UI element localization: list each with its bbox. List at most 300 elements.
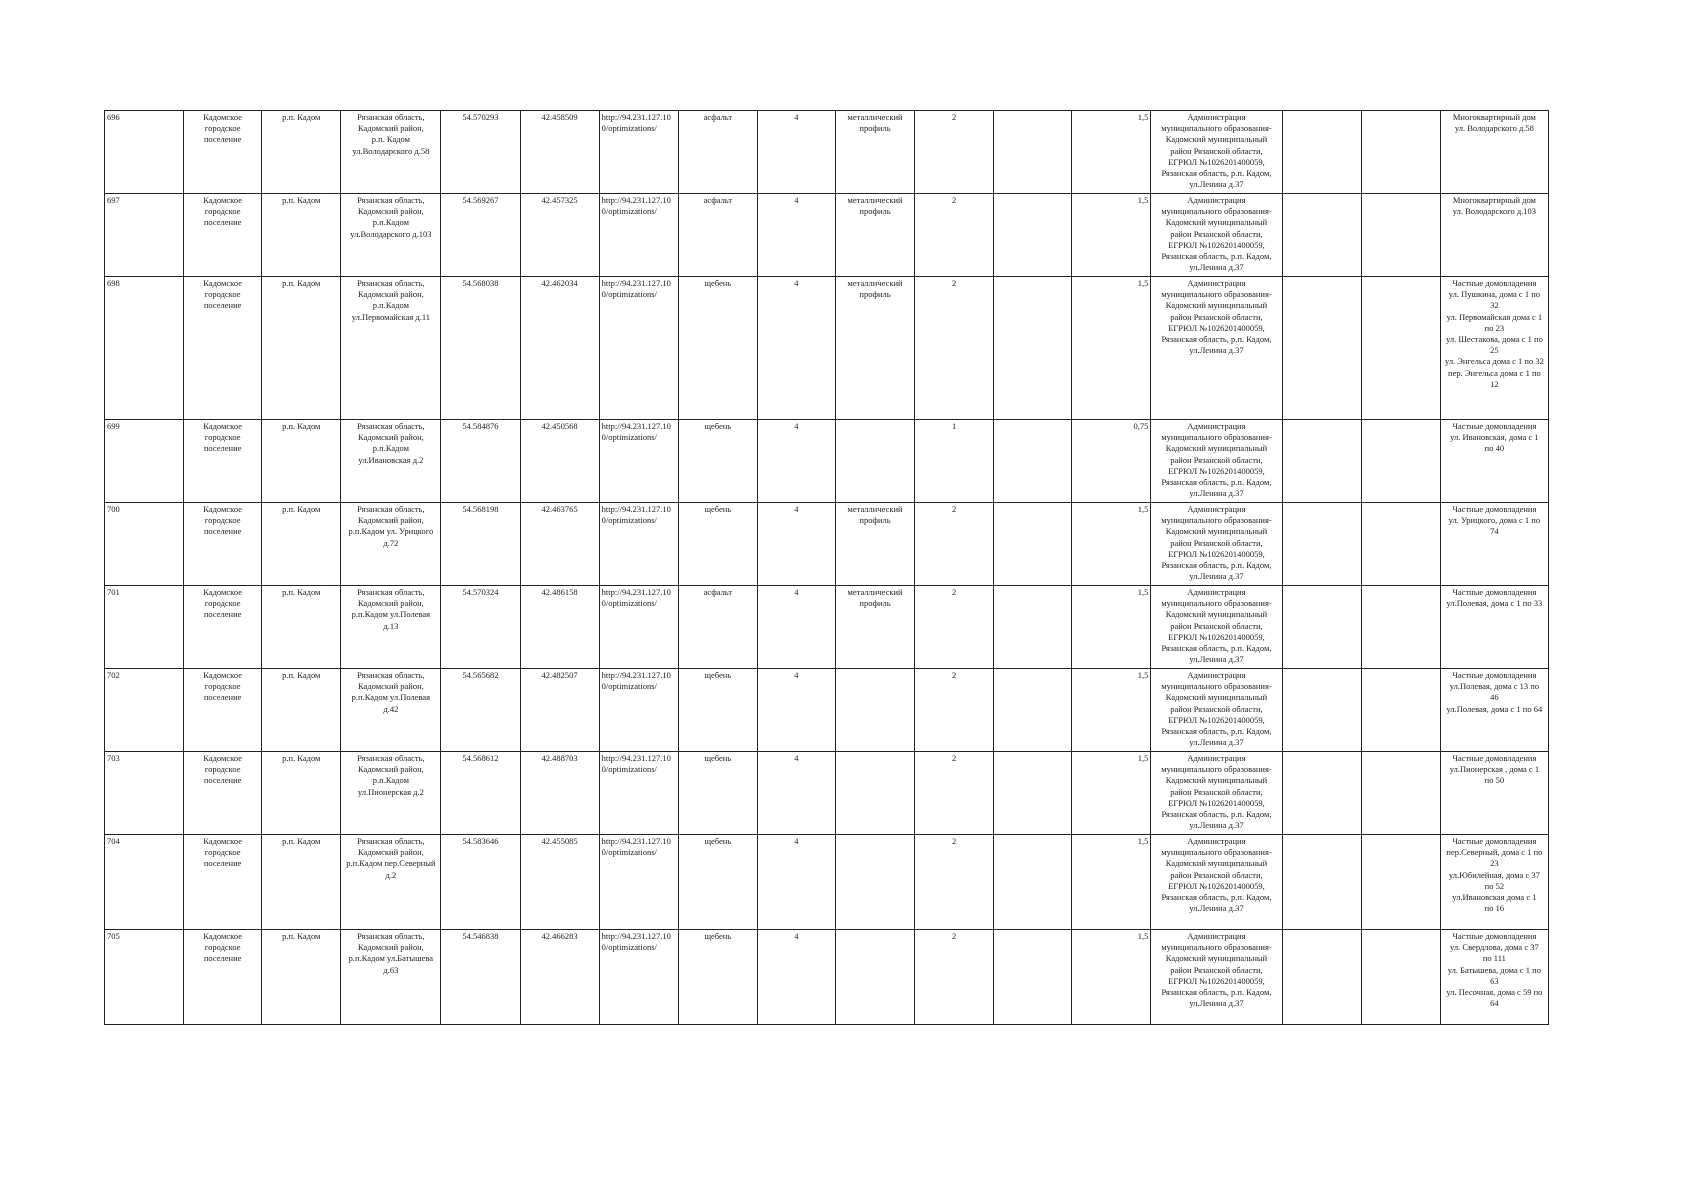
url-line: http://94.231.127.10 bbox=[601, 504, 671, 514]
settlement-line: Кадомское bbox=[203, 931, 243, 941]
latitude-cell: 54.546838 bbox=[441, 930, 520, 1025]
volume-cell: 1,5 bbox=[1072, 930, 1151, 1025]
owner-line: район Рязанской области, bbox=[1170, 228, 1263, 239]
waste-sources-line: Частные домовладения bbox=[1452, 931, 1537, 941]
waste-sources-cell bbox=[1440, 930, 1548, 1025]
empty-cell bbox=[1361, 420, 1440, 503]
waste-sources-line: по 23 bbox=[1484, 322, 1505, 333]
owner-line: ЕГРЮЛ №1026201400059, bbox=[1168, 548, 1265, 559]
owner-cell bbox=[1151, 669, 1282, 752]
locality-cell: р.п. Кадом bbox=[262, 503, 341, 586]
fence-cell bbox=[835, 586, 914, 669]
containers-count-cell: 2 bbox=[915, 277, 994, 420]
row-number-cell: 705 bbox=[105, 930, 184, 1025]
settlement-cell bbox=[184, 669, 262, 752]
address-line: Кадомский район, bbox=[358, 432, 424, 443]
area-cell: 4 bbox=[757, 194, 835, 277]
waste-sources-line: по 111 bbox=[1482, 953, 1506, 964]
address-line: д.72 bbox=[383, 537, 399, 548]
longitude-cell: 42.463765 bbox=[520, 503, 599, 586]
area-cell: 4 bbox=[757, 111, 835, 194]
settlement-cell bbox=[184, 930, 262, 1025]
waste-sources-line: 74 bbox=[1490, 526, 1499, 537]
settlement-cell bbox=[184, 835, 262, 930]
url-line: http://94.231.127.10 bbox=[601, 195, 671, 205]
locality-cell: р.п. Кадом bbox=[262, 752, 341, 835]
fence-line: профиль bbox=[859, 206, 891, 217]
owner-line: Администрация bbox=[1187, 504, 1246, 514]
owner-line: Кадомский муниципальный bbox=[1165, 134, 1268, 145]
latitude-cell: 54.568198 bbox=[441, 503, 520, 586]
containers-count-cell: 2 bbox=[915, 752, 994, 835]
longitude-cell: 42.462034 bbox=[520, 277, 599, 420]
containers-count-cell: 2 bbox=[915, 111, 994, 194]
owner-line: ЕГРЮЛ №1026201400059, bbox=[1168, 239, 1265, 250]
owner-line: Администрация bbox=[1187, 195, 1246, 205]
url-line: http://94.231.127.10 bbox=[601, 421, 671, 431]
owner-line: ул.Ленина д.37 bbox=[1189, 179, 1244, 190]
owner-cell bbox=[1151, 503, 1282, 586]
address-line: Рязанская область, bbox=[357, 753, 425, 763]
volume-cell: 1,5 bbox=[1072, 111, 1151, 194]
owner-line: ЕГРЮЛ №1026201400059, bbox=[1168, 714, 1265, 725]
url-line: 0/optimizations/ bbox=[601, 515, 657, 526]
owner-line: район Рязанской области, bbox=[1170, 537, 1263, 548]
settlement-line: городское bbox=[204, 764, 241, 775]
waste-sources-line: 64 bbox=[1490, 998, 1499, 1009]
volume-cell: 1,5 bbox=[1072, 503, 1151, 586]
waste-sources-line: пер.Северный, дома с 1 по bbox=[1446, 847, 1543, 858]
surface-cell: асфальт bbox=[678, 194, 757, 277]
area-cell: 4 bbox=[757, 835, 835, 930]
owner-line: муниципального образования- bbox=[1161, 432, 1272, 443]
waste-sources-line: 23 bbox=[1490, 858, 1499, 869]
empty-cell bbox=[994, 111, 1072, 194]
waste-sources-cell bbox=[1440, 420, 1548, 503]
waste-sources-line: ул.Ивановская дома с 1 bbox=[1452, 892, 1537, 903]
settlement-line: поселение bbox=[203, 526, 242, 537]
url-cell bbox=[599, 194, 678, 277]
address-line: Кадомский район, bbox=[358, 847, 424, 858]
latitude-cell: 54.583646 bbox=[441, 835, 520, 930]
owner-cell bbox=[1151, 420, 1282, 503]
address-line: д.63 bbox=[383, 964, 399, 975]
latitude-cell: 54.570324 bbox=[441, 586, 520, 669]
owner-line: ул.Ленина д.37 bbox=[1189, 654, 1244, 665]
address-line: д.13 bbox=[383, 620, 399, 631]
owner-line: Кадомский муниципальный bbox=[1165, 217, 1268, 228]
owner-line: Рязанская область, р.п. Кадом, bbox=[1161, 643, 1272, 654]
empty-cell bbox=[994, 420, 1072, 503]
waste-sources-cell bbox=[1440, 277, 1548, 420]
longitude-cell: 42.466283 bbox=[520, 930, 599, 1025]
address-line: Рязанская область, bbox=[357, 112, 425, 122]
owner-line: Рязанская область, р.п. Кадом, bbox=[1161, 892, 1272, 903]
owner-line: ЕГРЮЛ №1026201400059, bbox=[1168, 465, 1265, 476]
url-cell bbox=[599, 420, 678, 503]
waste-sources-line: ул.Юбилейная, дома с 37 bbox=[1448, 869, 1540, 880]
owner-line: район Рязанской области, bbox=[1170, 703, 1263, 714]
waste-sources-line: ул. Энгельса дома с 1 по 32 bbox=[1444, 356, 1544, 367]
owner-line: Рязанская область, р.п. Кадом, bbox=[1161, 987, 1272, 998]
address-line: ул.Первомайская д.11 bbox=[351, 311, 431, 322]
settlement-line: поселение bbox=[203, 692, 242, 703]
area-cell: 4 bbox=[757, 503, 835, 586]
locality-cell: р.п. Кадом bbox=[262, 111, 341, 194]
owner-line: Рязанская область, р.п. Кадом, bbox=[1161, 168, 1272, 179]
settlement-line: городское bbox=[204, 942, 241, 953]
area-cell: 4 bbox=[757, 930, 835, 1025]
address-line: Кадомский район, bbox=[358, 289, 424, 300]
waste-sources-line: Частные домовладения bbox=[1452, 836, 1537, 846]
waste-sources-line: ул.Полевая, дома с 13 по bbox=[1449, 681, 1540, 692]
surface-cell: щебень bbox=[678, 277, 757, 420]
address-line: Кадомский район, bbox=[358, 598, 424, 609]
fence-cell bbox=[835, 669, 914, 752]
empty-cell bbox=[1361, 752, 1440, 835]
settlement-line: Кадомское bbox=[203, 836, 243, 846]
url-line: 0/optimizations/ bbox=[601, 764, 657, 775]
waste-sources-line: ул. Батышева, дома с 1 по bbox=[1447, 964, 1541, 975]
fence-line: профиль bbox=[859, 515, 891, 526]
owner-line: ул.Ленина д.37 bbox=[1189, 737, 1244, 748]
settlement-line: поселение bbox=[203, 858, 242, 869]
waste-sources-cell bbox=[1440, 194, 1548, 277]
owner-line: ул.Ленина д.37 bbox=[1189, 488, 1244, 499]
owner-line: Администрация bbox=[1187, 587, 1246, 597]
owner-line: Рязанская область, р.п. Кадом, bbox=[1161, 560, 1272, 571]
empty-cell bbox=[1282, 111, 1361, 194]
owner-line: Администрация bbox=[1187, 753, 1246, 763]
url-line: http://94.231.127.10 bbox=[601, 753, 671, 763]
waste-sources-line: ул. Пушкина, дома с 1 по bbox=[1448, 289, 1541, 300]
waste-sources-line: ул.Пионерская , дома с 1 bbox=[1449, 764, 1540, 775]
waste-sources-line: по 40 bbox=[1484, 443, 1505, 454]
owner-line: Кадомский муниципальный bbox=[1165, 300, 1268, 311]
owner-cell bbox=[1151, 194, 1282, 277]
settlement-line: Кадомское bbox=[203, 278, 243, 288]
volume-cell: 1,5 bbox=[1072, 669, 1151, 752]
address-cell bbox=[341, 835, 441, 930]
url-line: http://94.231.127.10 bbox=[601, 670, 671, 680]
waste-sources-line: ул. Ивановская, дома с 1 bbox=[1450, 432, 1539, 443]
settlement-cell bbox=[184, 194, 262, 277]
owner-line: район Рязанской области, bbox=[1170, 869, 1263, 880]
owner-line: муниципального образования- bbox=[1161, 847, 1272, 858]
address-line: Рязанская область, bbox=[357, 670, 425, 680]
area-cell: 4 bbox=[757, 277, 835, 420]
empty-cell bbox=[1282, 420, 1361, 503]
empty-cell bbox=[1282, 586, 1361, 669]
waste-sources-cell bbox=[1440, 669, 1548, 752]
row-number-cell: 701 bbox=[105, 586, 184, 669]
locality-cell: р.п. Кадом bbox=[262, 194, 341, 277]
owner-line: ЕГРЮЛ №1026201400059, bbox=[1168, 631, 1265, 642]
surface-cell: щебень bbox=[678, 669, 757, 752]
address-line: Рязанская область, bbox=[357, 931, 425, 941]
empty-cell bbox=[1361, 669, 1440, 752]
owner-cell bbox=[1151, 752, 1282, 835]
waste-sources-cell bbox=[1440, 503, 1548, 586]
settlement-line: поселение bbox=[203, 443, 242, 454]
fence-cell bbox=[835, 420, 914, 503]
address-cell bbox=[341, 586, 441, 669]
url-line: http://94.231.127.10 bbox=[601, 836, 671, 846]
address-line: Кадомский район, bbox=[358, 681, 424, 692]
url-cell bbox=[599, 111, 678, 194]
address-line: ул.Ивановская д.2 bbox=[358, 454, 424, 465]
waste-sources-line: 12 bbox=[1490, 378, 1499, 389]
longitude-cell: 42.455085 bbox=[520, 835, 599, 930]
url-line: 0/optimizations/ bbox=[601, 847, 657, 858]
owner-line: район Рязанской области, bbox=[1170, 454, 1263, 465]
owner-line: ул.Ленина д.37 bbox=[1189, 820, 1244, 831]
address-line: р.п.Кадом пер.Северный bbox=[346, 858, 436, 869]
latitude-cell: 54.568038 bbox=[441, 277, 520, 420]
address-line: р.п.Кадом bbox=[372, 443, 409, 454]
volume-cell: 1,5 bbox=[1072, 194, 1151, 277]
latitude-cell: 54.570293 bbox=[441, 111, 520, 194]
waste-sources-cell bbox=[1440, 586, 1548, 669]
url-line: 0/optimizations/ bbox=[601, 289, 657, 300]
owner-cell bbox=[1151, 277, 1282, 420]
locality-cell: р.п. Кадом bbox=[262, 669, 341, 752]
empty-cell bbox=[1361, 835, 1440, 930]
owner-line: муниципального образования- bbox=[1161, 289, 1272, 300]
waste-sources-line: Многоквартирный дом bbox=[1452, 112, 1536, 122]
owner-line: Рязанская область, р.п. Кадом, bbox=[1161, 334, 1272, 345]
address-line: Кадомский район, bbox=[358, 764, 424, 775]
empty-cell bbox=[1361, 503, 1440, 586]
waste-sources-line: 46 bbox=[1490, 692, 1499, 703]
owner-line: ЕГРЮЛ №1026201400059, bbox=[1168, 975, 1265, 986]
settlement-line: городское bbox=[204, 847, 241, 858]
waste-sources-line: Частные домовладения bbox=[1452, 278, 1537, 288]
waste-sources-line: ул. Урицкого, дома с 1 по bbox=[1448, 515, 1541, 526]
owner-line: Администрация bbox=[1187, 278, 1246, 288]
surface-cell: щебень bbox=[678, 930, 757, 1025]
settlement-line: Кадомское bbox=[203, 112, 243, 122]
settlement-line: Кадомское bbox=[203, 670, 243, 680]
address-line: р.п.Кадом ул. Урицкого bbox=[348, 526, 434, 537]
owner-line: муниципального образования- bbox=[1161, 206, 1272, 217]
owner-line: Кадомский муниципальный bbox=[1165, 443, 1268, 454]
empty-cell bbox=[994, 194, 1072, 277]
table-row bbox=[105, 194, 1549, 277]
owner-line: Администрация bbox=[1187, 112, 1246, 122]
settlement-line: городское bbox=[204, 515, 241, 526]
owner-cell bbox=[1151, 111, 1282, 194]
address-cell bbox=[341, 752, 441, 835]
empty-cell bbox=[1361, 194, 1440, 277]
row-number-cell: 696 bbox=[105, 111, 184, 194]
containers-count-cell: 2 bbox=[915, 194, 994, 277]
address-line: р.п.Кадом ул.Полевая bbox=[351, 692, 431, 703]
address-line: д.42 bbox=[383, 703, 399, 714]
owner-line: район Рязанской области, bbox=[1170, 311, 1263, 322]
owner-line: Администрация bbox=[1187, 931, 1246, 941]
locality-cell: р.п. Кадом bbox=[262, 930, 341, 1025]
longitude-cell: 42.482507 bbox=[520, 669, 599, 752]
url-line: 0/optimizations/ bbox=[601, 681, 657, 692]
url-cell bbox=[599, 752, 678, 835]
settlement-cell bbox=[184, 752, 262, 835]
waste-sources-line: Частные домовладения bbox=[1452, 753, 1537, 763]
owner-line: муниципального образования- bbox=[1161, 764, 1272, 775]
settlement-cell bbox=[184, 277, 262, 420]
owner-line: район Рязанской области, bbox=[1170, 786, 1263, 797]
settlement-line: поселение bbox=[203, 217, 242, 228]
settlement-line: поселение bbox=[203, 953, 242, 964]
table-row bbox=[105, 420, 1549, 503]
settlement-line: Кадомское bbox=[203, 504, 243, 514]
owner-line: ЕГРЮЛ №1026201400059, bbox=[1168, 156, 1265, 167]
address-line: Кадомский район, bbox=[358, 942, 424, 953]
address-line: р.п. Кадом bbox=[371, 134, 411, 145]
longitude-cell: 42.486158 bbox=[520, 586, 599, 669]
registry-table bbox=[104, 110, 1549, 1025]
table-row bbox=[105, 111, 1549, 194]
waste-sources-line: пер. Энгельса дома с 1 по bbox=[1448, 367, 1541, 378]
waste-sources-line: ул. Володарского д.58 bbox=[1454, 123, 1534, 134]
fence-cell bbox=[835, 194, 914, 277]
settlement-line: городское bbox=[204, 681, 241, 692]
url-line: 0/optimizations/ bbox=[601, 598, 657, 609]
settlement-cell bbox=[184, 420, 262, 503]
address-line: Рязанская область, bbox=[357, 504, 425, 514]
owner-line: муниципального образования- bbox=[1161, 515, 1272, 526]
owner-line: муниципального образования- bbox=[1161, 942, 1272, 953]
empty-cell bbox=[994, 586, 1072, 669]
address-line: Рязанская область, bbox=[357, 195, 425, 205]
containers-count-cell: 2 bbox=[915, 835, 994, 930]
settlement-line: городское bbox=[204, 598, 241, 609]
url-cell bbox=[599, 277, 678, 420]
address-line: Кадомский район, bbox=[358, 515, 424, 526]
area-cell: 4 bbox=[757, 752, 835, 835]
volume-cell: 1,5 bbox=[1072, 835, 1151, 930]
address-cell bbox=[341, 277, 441, 420]
waste-sources-line: Частные домовладения bbox=[1452, 587, 1537, 597]
owner-line: Рязанская область, р.п. Кадом, bbox=[1161, 251, 1272, 262]
owner-line: ул.Ленина д.37 bbox=[1189, 998, 1244, 1009]
url-cell bbox=[599, 586, 678, 669]
fence-line: металлический bbox=[847, 112, 903, 122]
empty-cell bbox=[1282, 669, 1361, 752]
latitude-cell: 54.568612 bbox=[441, 752, 520, 835]
address-cell bbox=[341, 420, 441, 503]
fence-line: профиль bbox=[859, 289, 891, 300]
address-cell bbox=[341, 930, 441, 1025]
settlement-line: городское bbox=[204, 432, 241, 443]
fence-cell bbox=[835, 930, 914, 1025]
address-cell bbox=[341, 503, 441, 586]
address-cell bbox=[341, 669, 441, 752]
address-line: р.п.Кадом ул.Батышева bbox=[348, 953, 434, 964]
url-line: 0/optimizations/ bbox=[601, 942, 657, 953]
surface-cell: щебень bbox=[678, 503, 757, 586]
waste-sources-line: 32 bbox=[1490, 300, 1499, 311]
latitude-cell: 54.584876 bbox=[441, 420, 520, 503]
locality-cell: р.п. Кадом bbox=[262, 420, 341, 503]
waste-sources-line: ул. Песочная, дома с 59 по bbox=[1446, 987, 1543, 998]
surface-cell: щебень bbox=[678, 835, 757, 930]
owner-line: район Рязанской области, bbox=[1170, 964, 1263, 975]
locality-cell: р.п. Кадом bbox=[262, 277, 341, 420]
owner-line: ул.Ленина д.37 bbox=[1189, 345, 1244, 356]
address-line: ул.Володарского д.58 bbox=[352, 145, 430, 156]
empty-cell bbox=[994, 930, 1072, 1025]
fence-line: металлический bbox=[847, 504, 903, 514]
owner-line: Кадомский муниципальный bbox=[1165, 526, 1268, 537]
containers-count-cell: 2 bbox=[915, 503, 994, 586]
address-line: р.п.Кадом bbox=[372, 217, 409, 228]
containers-count-cell: 2 bbox=[915, 930, 994, 1025]
settlement-cell bbox=[184, 586, 262, 669]
longitude-cell: 42.457325 bbox=[520, 194, 599, 277]
url-line: 0/optimizations/ bbox=[601, 432, 657, 443]
url-line: 0/optimizations/ bbox=[601, 123, 657, 134]
owner-line: ул.Ленина д.37 bbox=[1189, 903, 1244, 914]
owner-line: Администрация bbox=[1187, 836, 1246, 846]
waste-sources-line: ул. Шестакова, дома с 1 по bbox=[1445, 334, 1543, 345]
table-row bbox=[105, 930, 1549, 1025]
owner-line: Администрация bbox=[1187, 421, 1246, 431]
containers-count-cell: 2 bbox=[915, 669, 994, 752]
url-line: http://94.231.127.10 bbox=[601, 931, 671, 941]
volume-cell: 1,5 bbox=[1072, 752, 1151, 835]
longitude-cell: 42.458509 bbox=[520, 111, 599, 194]
locality-cell: р.п. Кадом bbox=[262, 835, 341, 930]
owner-line: муниципального образования- bbox=[1161, 123, 1272, 134]
surface-cell: щебень bbox=[678, 752, 757, 835]
settlement-line: городское bbox=[204, 123, 241, 134]
locality-cell: р.п. Кадом bbox=[262, 586, 341, 669]
row-number-cell: 699 bbox=[105, 420, 184, 503]
owner-line: район Рязанской области, bbox=[1170, 145, 1263, 156]
table-row bbox=[105, 277, 1549, 420]
empty-cell bbox=[1282, 277, 1361, 420]
fence-line: профиль bbox=[859, 123, 891, 134]
settlement-cell bbox=[184, 111, 262, 194]
owner-line: Рязанская область, р.п. Кадом, bbox=[1161, 477, 1272, 488]
fence-line: металлический bbox=[847, 587, 903, 597]
url-line: http://94.231.127.10 bbox=[601, 587, 671, 597]
waste-sources-line: 63 bbox=[1490, 975, 1499, 986]
owner-line: муниципального образования- bbox=[1161, 598, 1272, 609]
owner-line: ЕГРЮЛ №1026201400059, bbox=[1168, 880, 1265, 891]
owner-cell bbox=[1151, 586, 1282, 669]
owner-line: Кадомский муниципальный bbox=[1165, 692, 1268, 703]
surface-cell: асфальт bbox=[678, 111, 757, 194]
owner-line: Кадомский муниципальный bbox=[1165, 953, 1268, 964]
fence-cell bbox=[835, 503, 914, 586]
settlement-line: городское bbox=[204, 289, 241, 300]
settlement-line: Кадомское bbox=[203, 195, 243, 205]
row-number-cell: 704 bbox=[105, 835, 184, 930]
owner-cell bbox=[1151, 930, 1282, 1025]
waste-sources-line: Частные домовладения bbox=[1452, 670, 1537, 680]
empty-cell bbox=[1361, 586, 1440, 669]
url-cell bbox=[599, 835, 678, 930]
url-cell bbox=[599, 669, 678, 752]
owner-cell bbox=[1151, 835, 1282, 930]
settlement-line: поселение bbox=[203, 134, 242, 145]
address-cell bbox=[341, 111, 441, 194]
owner-line: Кадомский муниципальный bbox=[1165, 858, 1268, 869]
address-line: р.п.Кадом ул.Полевая bbox=[351, 609, 431, 620]
empty-cell bbox=[1282, 752, 1361, 835]
